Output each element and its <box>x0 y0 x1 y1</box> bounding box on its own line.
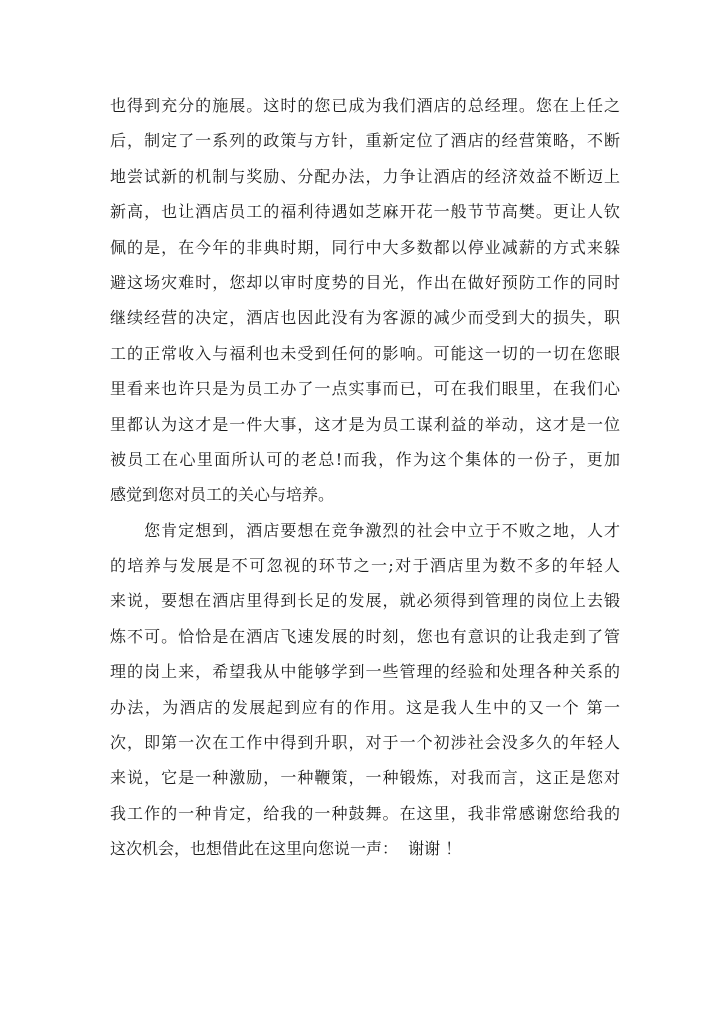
text-line: 继续经营的决定，酒店也因此没有为客源的减少而受到大的损失，职 <box>110 308 620 328</box>
document-body <box>110 88 620 867</box>
text-line: 的培养与发展是不可忽视的环节之一;对于酒店里为数不多的年轻人 <box>110 556 620 576</box>
text-line: 次，即第一次在工作中得到升职，对于一个初涉社会没多久的年轻人 <box>110 733 620 753</box>
paragraph-2 <box>110 513 620 867</box>
text-line: 后，制定了一系列的政策与方针，重新定位了酒店的经营策略，不断 <box>110 131 620 151</box>
text-line: 避这场灾难时，您却以审时度势的目光，作出在做好预防工作的同时 <box>110 272 620 292</box>
text-line: 来说，要想在酒店里得到长足的发展，就必须得到管理的岗位上去锻 <box>110 591 620 611</box>
paragraph-1 <box>110 88 620 513</box>
text-line: 被员工在心里面所认可的老总!而我，作为这个集体的一份子，更加 <box>110 449 620 469</box>
text-line: 来说，它是一种激励，一种鞭策，一种锻炼，对我而言，这正是您对 <box>110 768 620 788</box>
text-line: 里都认为这才是一件大事，这才是为员工谋利益的举动，这才是一位 <box>110 414 620 434</box>
text-line: 也得到充分的施展。这时的您已成为我们酒店的总经理。您在上任之 <box>110 96 620 115</box>
text-line: 地尝试新的机制与奖励、分配办法，力争让酒店的经济效益不断迈上 <box>110 166 620 186</box>
text-line: 理的岗上来，希望我从中能够学到一些管理的经验和处理各种关系的 <box>110 662 620 682</box>
text-line: 办法，为酒店的发展起到应有的作用。这是我人生中的又一个 第一 <box>110 697 620 717</box>
text-line: 佩的是，在今年的非典时期，同行中大多数都以停业减薪的方式来躲 <box>110 237 620 257</box>
text-line: 这次机会，也想借此在这里向您说一声： 谢谢 ！ <box>110 839 462 859</box>
text-line: 新高，也让酒店员工的福利待遇如芝麻开花一般节节高樊。更让人钦 <box>110 202 620 222</box>
text-line: 您肯定想到，酒店要想在竞争激烈的社会中立于不败之地，人才 <box>110 520 620 540</box>
text-line: 里看来也许只是为员工办了一点实事而已，可在我们眼里，在我们心 <box>110 379 620 399</box>
text-line: 炼不可。恰恰是在酒店飞速发展的时刻，您也有意识的让我走到了管 <box>110 626 620 646</box>
text-line: 我工作的一种肯定，给我的一种鼓舞。在这里，我非常感谢您给我的 <box>110 803 620 823</box>
text-line: 感觉到您对员工的关心与培养。 <box>110 485 335 505</box>
text-line: 工的正常收入与福利也未受到任何的影响。可能这一切的一切在您眼 <box>110 343 620 363</box>
